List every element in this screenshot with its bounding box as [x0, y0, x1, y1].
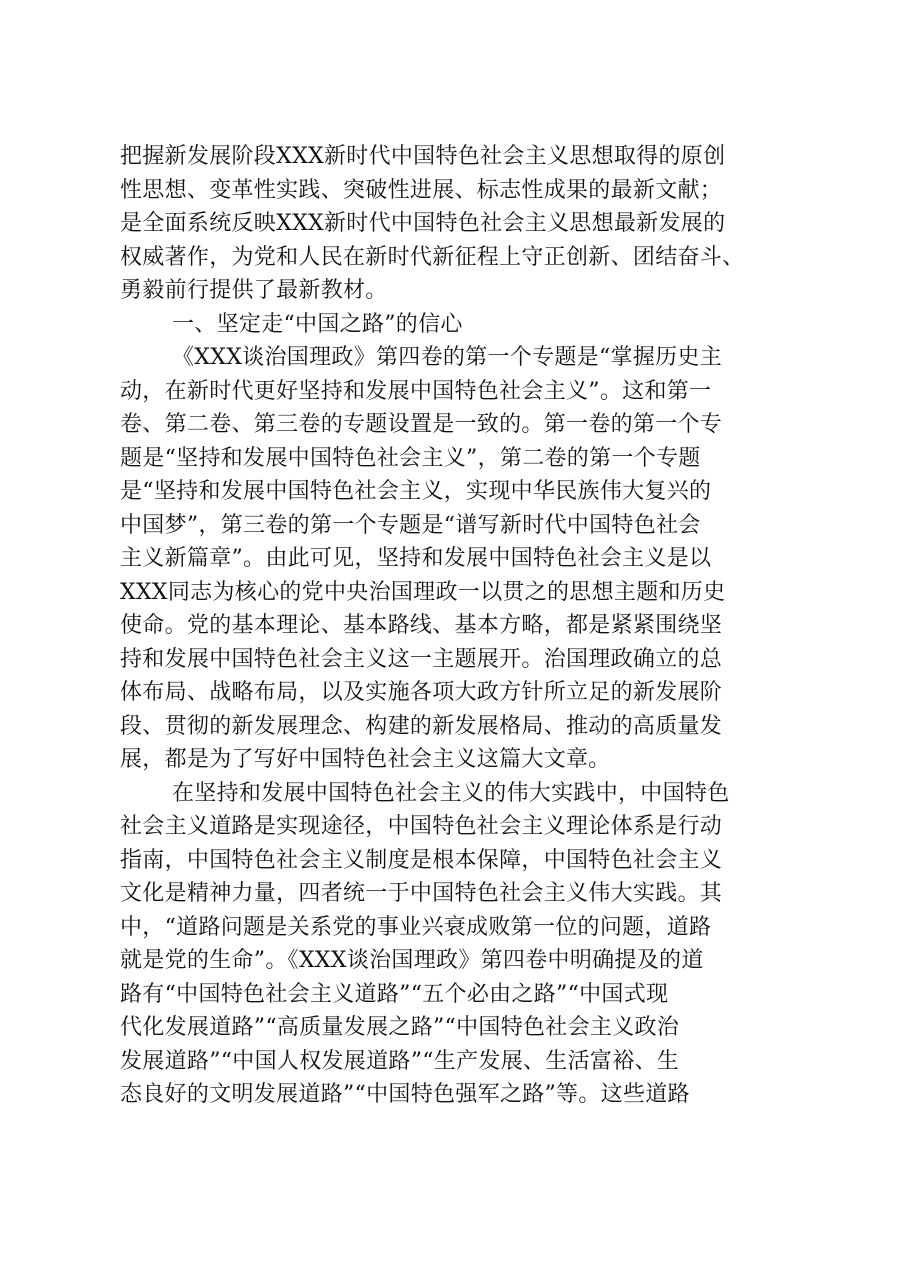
text-line: 是全面系统反映XXX新时代中国特色社会主义思想最新发展的 [120, 211, 726, 236]
text-line: 中，“道路问题是关系党的事业兴衰成败第一位的问题，道路 [120, 914, 712, 940]
text-line: 文化是精神力量，四者统一于中国特色社会主义伟大实践。其 [120, 881, 723, 906]
text-line: 把握新发展阶段XXX新时代中国特色社会主义思想取得的原创 [120, 144, 726, 169]
text-line: 社会主义道路是实现途径，中国特色社会主义理论体系是行动 [120, 814, 723, 839]
paragraph-first-line: 《XXX谈治国理政》第四卷的第一个专题是“掌握历史主 [172, 345, 723, 370]
text-line: 卷、第二卷、第三卷的专题设置是一致的。第一卷的第一个专 [120, 412, 723, 437]
text-line: 题是“坚持和发展中国特色社会主义”，第二卷的第一个专题 [120, 445, 701, 471]
text-line: 持和发展中国特色社会主义这一主题展开。治国理政确立的总 [120, 646, 723, 672]
text-line: 动，在新时代更好坚持和发展中国特色社会主义”。这和第一 [120, 378, 712, 404]
text-line: 勇毅前行提供了最新教材。 [120, 278, 388, 303]
section-heading: 一、坚定走“中国之路”的信心 [172, 311, 463, 337]
text-line: 使命。党的基本理论、基本路线、基本方略，都是紧紧围绕坚 [120, 613, 723, 638]
text-line: 代化发展道路”“高质量发展之路”“中国特色社会主义政治 [120, 1015, 680, 1040]
text-line: 路有“中国特色社会主义道路”“五个必由之路”“中国式现 [120, 981, 669, 1007]
text-line: 性思想、变革性实践、突破性进展、标志性成果的最新文献； [120, 177, 723, 203]
text-line: 中国梦”，第三卷的第一个专题是“谱写新时代中国特色社会 [120, 512, 701, 538]
text-line: 发展道路”“中国人权发展道路”“生产发展、生活富裕、生 [120, 1048, 680, 1074]
text-line: 展，都是为了写好中国特色社会主义这篇大文章。 [120, 747, 611, 772]
text-line: 主义新篇章”。由此可见，坚持和发展中国特色社会主义是以 [120, 546, 712, 571]
text-line: XXX同志为核心的党中央治国理政一以贯之的思想主题和历史 [120, 579, 726, 605]
text-line: 权威著作，为党和人民在新时代新征程上守正创新、团结奋斗、 [120, 244, 745, 270]
text-line: 态良好的文明发展道路”“中国特色强军之路”等。这些道路 [120, 1082, 690, 1107]
paragraph-first-line: 在坚持和发展中国特色社会主义的伟大实践中，中国特色 [172, 780, 730, 806]
text-line: 是“坚持和发展中国特色社会主义，实现中华民族伟大复兴的 [120, 479, 712, 504]
document-page [120, 140, 800, 1112]
text-line: 就是党的生命”。《XXX谈治国理政》第四卷中明确提及的道 [120, 948, 704, 973]
text-line: 段、贯彻的新发展理念、构建的新发展格局、推动的高质量发 [120, 713, 723, 739]
text-line: 体布局、战略布局，以及实施各项大政方针所立足的新发展阶 [120, 680, 723, 705]
text-line: 指南，中国特色社会主义制度是根本保障，中国特色社会主义 [120, 847, 723, 873]
